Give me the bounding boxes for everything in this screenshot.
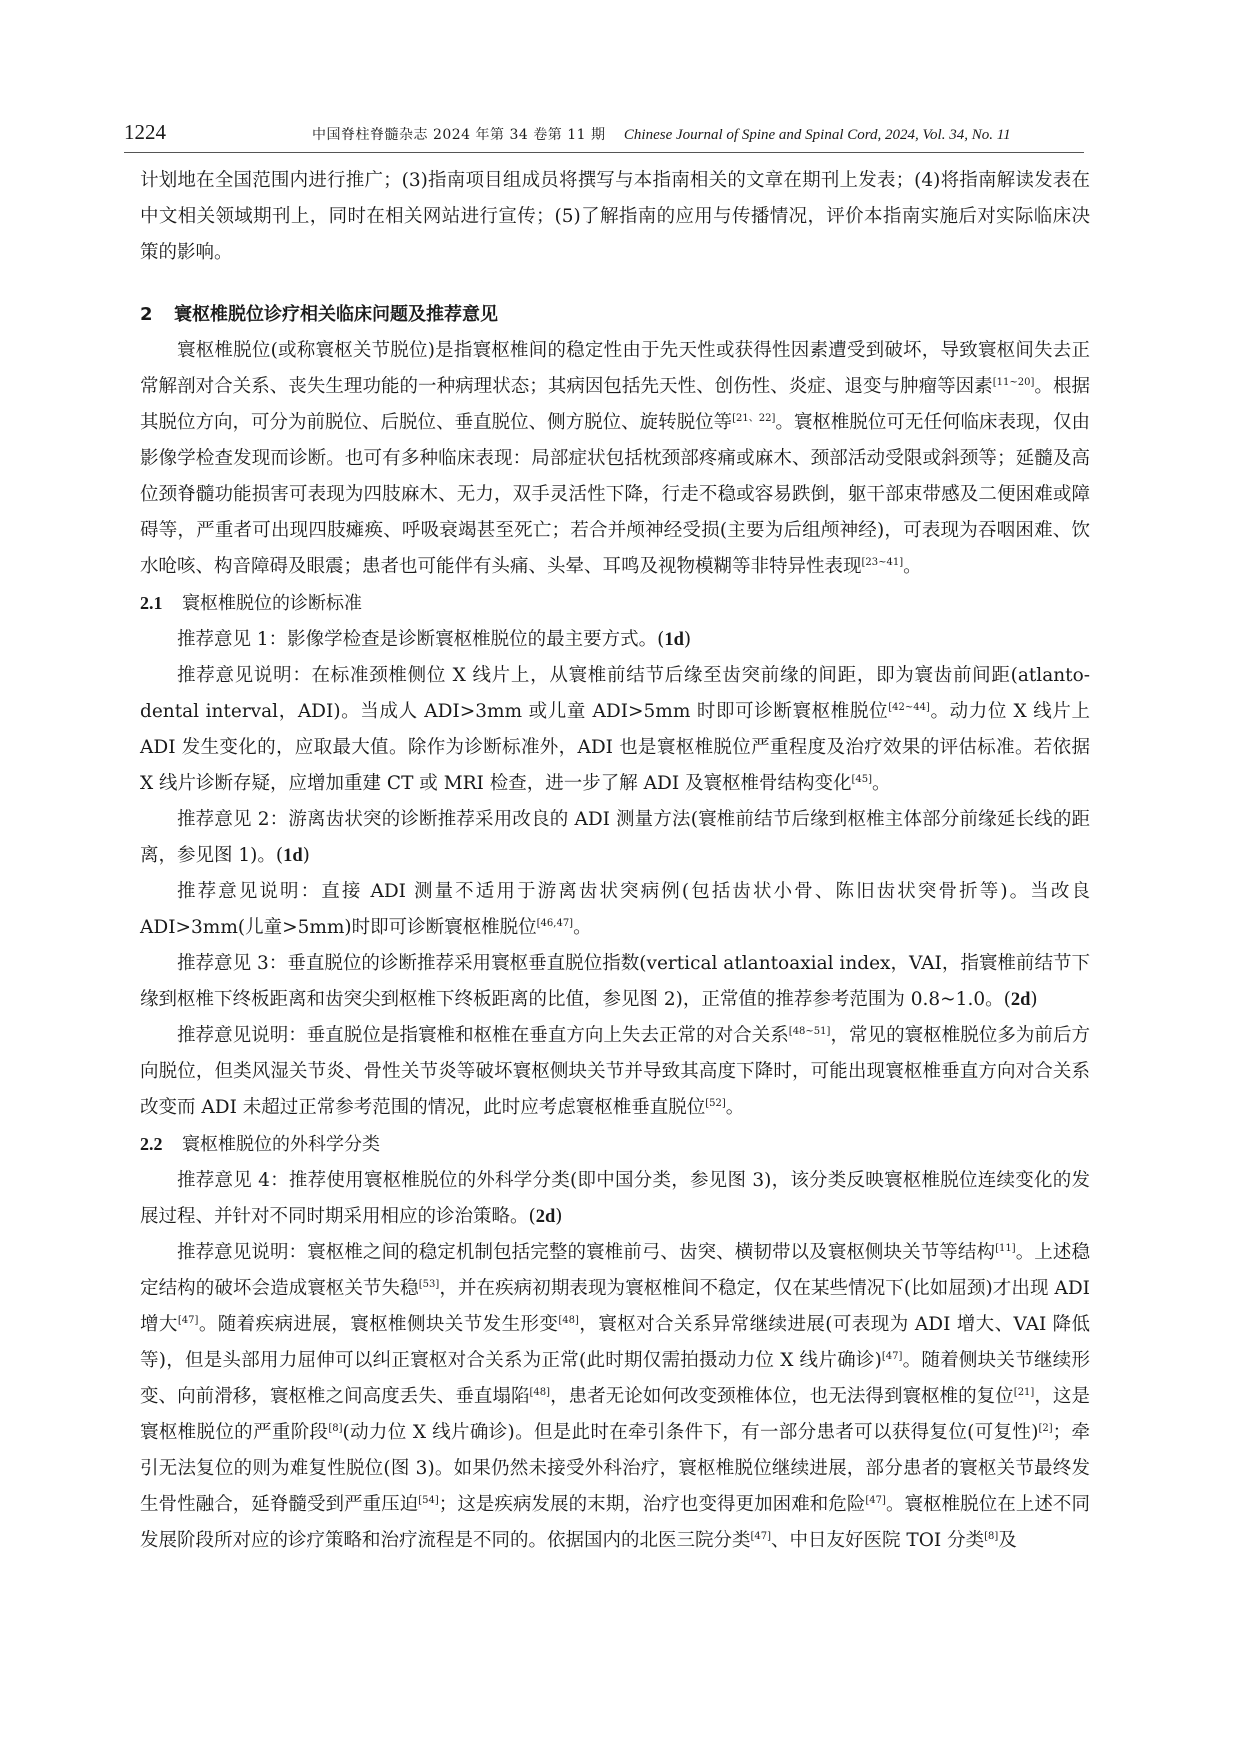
- evidence-grade: 2d: [1010, 990, 1031, 1010]
- citation: [54]: [418, 1494, 439, 1506]
- recommendation: 推荐意见 3：垂直脱位的诊断推荐采用寰枢垂直脱位指数(vertical atlantoaxial index，VAI，指寰椎前结节下缘到枢椎下终板距离和齿突尖到枢椎下终板距离的比值，参见图 2)，正常值的推荐参考范围为 0.8~1.0。(2d): [140, 953, 1090, 1010]
- citation: [21]: [1013, 1386, 1035, 1398]
- subsection-heading: [140, 1126, 1090, 1163]
- citation: [21、22]: [732, 412, 776, 424]
- citation: [45]: [851, 773, 873, 785]
- citation: [2]: [1038, 1422, 1053, 1434]
- section-number: 2: [140, 304, 153, 325]
- citation: [48]: [529, 1386, 551, 1398]
- recommendation: 推荐意见 1：影像学检查是诊断寰枢椎脱位的最主要方式。(1d): [177, 629, 692, 650]
- recommendation-explanation: 推荐意见说明：在标准颈椎侧位 X 线片上，从寰椎前结节后缘至齿突前缘的间距，即为寰齿前间距(atlanto-dental interval，ADI)。当成人 ADI>3mm 或儿童 ADI>5mm 时即可诊断寰枢椎脱位[42~44]。动力位 X 线片上 ADI 发生变化的，应取最大值。除作为诊断标准外，ADI 也是寰枢椎脱位严重程度及治疗效果的评估标准。若依据 X 线片诊断存疑，应增加重建 CT 或 MRI 检查，进一步了解 ADI 及寰枢椎骨结构变化[45]。: [140, 665, 1090, 794]
- citation: [11~20]: [992, 376, 1035, 388]
- evidence-grade: 1d: [283, 846, 303, 866]
- subsection-number: 2.2: [140, 1134, 163, 1154]
- citation: [53]: [418, 1278, 440, 1290]
- subsection-number: 2.1: [140, 593, 163, 613]
- recommendation-explanation: 推荐意见说明：直接 ADI 测量不适用于游离齿状突病例(包括齿状小骨、陈旧齿状突骨折等)。当改良 ADI>3mm(儿童>5mm)时即可诊断寰枢椎脱位[46,47]。: [140, 881, 1090, 938]
- journal-title-cn: 中国脊柱脊髓杂志 2024 年第 34 卷第 11 期: [312, 127, 606, 143]
- citation: [46,47]: [536, 917, 574, 929]
- subsection-title: 寰枢椎脱位的诊断标准: [182, 593, 362, 614]
- running-header: [124, 120, 1084, 150]
- citation: [52]: [705, 1097, 726, 1109]
- citation: [42~44]: [888, 701, 930, 713]
- recommendation-explanation: 推荐意见说明：寰枢椎之间的稳定机制包括完整的寰椎前弓、齿突、横韧带以及寰枢侧块关节等结构[11]。上述稳定结构的破坏会造成寰枢关节失稳[53]，并在疾病初期表现为寰枢椎间不稳定，仅在某些情况下(比如屈颈)才出现 ADI 增大[47]。随着疾病进展，寰枢椎侧块关节发生形变[48]，寰枢对合关系异常继续进展(可表现为 ADI 增大、VAI 降低等)，但是头部用力屈伸可以纠正寰枢对合关系为正常(此时期仅需拍摄动力位 X 线片确诊)[47]。随着侧块关节继续形变、向前滑移，寰枢椎之间高度丢失、垂直塌陷[48]，患者无论如何改变颈椎体位，也无法得到寰枢椎的复位[21]，这是寰枢椎脱位的严重阶段[8](动力位 X 线片确诊)。但是此时在牵引条件下，有一部分患者可以获得复位(可复性)[2]；牵引无法复位的则为难复性脱位(图 3)。如果仍然未接受外科治疗，寰枢椎脱位继续进展，部分患者的寰枢关节最终发生骨性融合，延脊髓受到严重压迫[54]；这是疾病发展的末期，治疗也变得更加困难和危险[47]。寰枢椎脱位在上述不同发展阶段所对应的诊疗策略和治疗流程是不同的。依据国内的北医三院分类[47]、中日友好医院 TOI 分类[8]及: [140, 1242, 1090, 1551]
- citation: [48]: [558, 1314, 579, 1326]
- citation: [8]: [328, 1422, 343, 1434]
- citation: [47]: [750, 1530, 772, 1542]
- citation: [8]: [984, 1530, 999, 1542]
- evidence-grade: 2d: [535, 1207, 556, 1227]
- section-heading: [140, 297, 1090, 333]
- recommendation: 推荐意见 2：游离齿状突的诊断推荐采用改良的 ADI 测量方法(寰椎前结节后缘到枢椎主体部分前缘延长线的距离，参见图 1)。(1d): [140, 809, 1090, 866]
- journal-title: [312, 124, 1011, 144]
- evidence-grade: 1d: [664, 630, 684, 650]
- recommendation: 推荐意见 4：推荐使用寰枢椎脱位的外科学分类(即中国分类，参见图 3)，该分类反映寰枢椎脱位连续变化的发展过程、并针对不同时期采用相应的诊治策略。(2d): [140, 1170, 1090, 1227]
- citation: [23~41]: [861, 556, 904, 568]
- page-number: 1224: [124, 120, 166, 144]
- citation: [47]: [177, 1314, 199, 1326]
- subsection-title: 寰枢椎脱位的外科学分类: [182, 1134, 380, 1155]
- paragraph: 寰枢椎脱位(或称寰枢关节脱位)是指寰枢椎间的稳定性由于先天性或获得性因素遭受到破坏，导致寰枢间失去正常解剖对合关系、丧失生理功能的一种病理状态；其病因包括先天性、创伤性、炎症、退变与肿瘤等因素[11~20]。根据其脱位方向，可分为前脱位、后脱位、垂直脱位、侧方脱位、旋转脱位等[21、22]。寰枢椎脱位可无任何临床表现，仅由影像学检查发现而诊断。也可有多种临床表现：局部症状包括枕颈部疼痛或麻木、颈部活动受限或斜颈等；延髓及高位颈脊髓功能损害可表现为四肢麻木、无力，双手灵活性下降，行走不稳或容易跌倒，躯干部束带感及二便困难或障碍等，严重者可出现四肢瘫痪、呼吸衰竭甚至死亡；若合并颅神经受损(主要为后组颅神经)，可表现为吞咽困难、饮水呛咳、构音障碍及眼震；患者也可能伴有头痛、头晕、耳鸣及视物模糊等非特异性表现[23~41]。: [140, 340, 1090, 577]
- recommendation-explanation: 推荐意见说明：垂直脱位是指寰椎和枢椎在垂直方向上失去正常的对合关系[48~51]，常见的寰枢椎脱位多为前后方向脱位，但类风湿关节炎、骨性关节炎等破坏寰枢侧块关节并导致其高度下降时，可能出现寰枢椎垂直方向对合关系改变而 ADI 未超过正常参考范围的情况，此时应考虑寰枢椎垂直脱位[52]。: [140, 1025, 1090, 1118]
- subsection-heading: [140, 585, 1090, 622]
- paragraph: 计划地在全国范围内进行推广；(3)指南项目组成员将撰写与本指南相关的文章在期刊上发表；(4)将指南解读发表在中文相关领域期刊上，同时在相关网站进行宣传；(5)了解指南的应用与传播情况，评价本指南实施后对实际临床决策的影响。: [140, 170, 1090, 263]
- body-text: [140, 163, 1090, 1559]
- section-title: 寰枢椎脱位诊疗相关临床问题及推荐意见: [174, 304, 498, 325]
- header-rule: [124, 152, 1084, 153]
- journal-title-en: Chinese Journal of Spine and Spinal Cord, 2024, Vol. 34, No. 11: [623, 127, 1011, 143]
- citation: [47]: [865, 1494, 886, 1506]
- citation: [48~51]: [788, 1025, 831, 1037]
- citation: [11]: [995, 1242, 1016, 1254]
- citation: [47]: [881, 1350, 903, 1362]
